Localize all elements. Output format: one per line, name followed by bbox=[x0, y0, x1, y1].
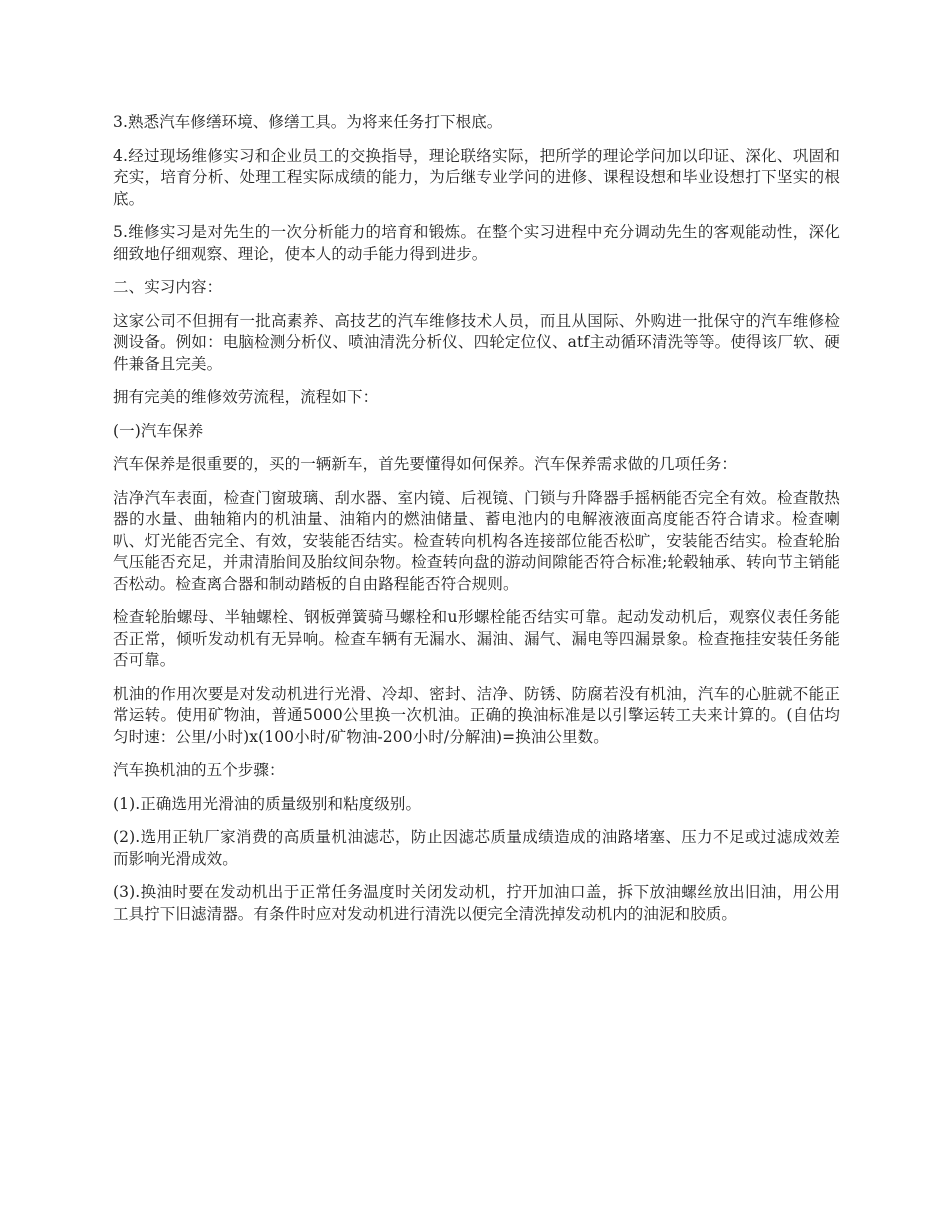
paragraph-tire-checks: 检查轮胎螺母、半轴螺栓、钢板弹簧骑马螺栓和u形螺栓能否结实可靠。起动发动机后，观察仪表任务能否正常，倾听发动机有无异响。检查车辆有无漏水、漏油、漏气、漏电等四漏景象。检查拖挂安装任务能否可靠。 bbox=[113, 608, 840, 669]
paragraph-service-process: 拥有完美的维修效劳流程，流程如下： bbox=[113, 388, 379, 406]
section-heading-internship-content: 二、实习内容： bbox=[113, 278, 223, 296]
paragraph-step-2: (2).选用正轨厂家消费的高质量机油滤芯，防止因滤芯质量成绩造成的油路堵塞、压力不足或过滤成效差而影响光滑成效。 bbox=[113, 828, 840, 868]
paragraph-company-intro: 这家公司不但拥有一批高素养、高技艺的汽车维修技术人员，而且从国际、外购进一批保守的汽车维修检测设备。例如：电脑检测分析仪、喷油清洗分析仪、四轮定位仪、atf主动循环清洗等等。使得该厂软、硬件兼备且完美。 bbox=[113, 311, 840, 373]
paragraph-objective-4: 4.经过现场维修实习和企业员工的交换指导，理论联络实际，把所学的理论学问加以印证、深化、巩固和充实，培育分析、处理工程实际成绩的能力，为后继专业学问的进修、课程设想和毕业设想打下坚实的根底。 bbox=[113, 146, 840, 208]
paragraph-objective-3: 3.熟悉汽车修缮环境、修缮工具。为将来任务打下根底。 bbox=[113, 113, 503, 131]
paragraph-oil-change-steps-title: 汽车换机油的五个步骤： bbox=[113, 761, 285, 779]
subheading-car-maintenance: (一)汽车保养 bbox=[113, 421, 204, 440]
paragraph-step-1: (1).正确选用光滑油的质量级别和粘度级别。 bbox=[113, 794, 422, 813]
paragraph-maintenance-intro: 汽车保养是很重要的，买的一辆新车，首先要懂得如何保养。汽车保养需求做的几项任务： bbox=[113, 455, 738, 473]
paragraph-objective-5: 5.维修实习是对先生的一次分析能力的培育和锻炼。在整个实习进程中充分调动先生的客观能动性，深化细致地仔细观察、理论，使本人的动手能力得到进步。 bbox=[113, 223, 840, 263]
paragraph-step-3: (3).换油时要在发动机出于正常任务温度时关闭发动机，拧开加油口盖，拆下放油螺丝放出旧油，用公用工具拧下旧滤清器。有条件时应对发动机进行清洗以便完全清洗掉发动机内的油泥和胶质。 bbox=[113, 883, 840, 923]
paragraph-engine-oil: 机油的作用次要是对发动机进行光滑、冷却、密封、洁净、防锈、防腐若没有机油，汽车的心脏就不能正常运转。使用矿物油，普通5000公里换一次机油。正确的换油标准是以引擎运转工夫来计算的。(自估均匀时速：公里/小时)x(100小时/矿物油-200小时/分解油)=换油公里数。 bbox=[113, 684, 840, 746]
document-page bbox=[113, 112, 840, 937]
paragraph-maintenance-checks: 洁净汽车表面，检查门窗玻璃、刮水器、室内镜、后视镜、门锁与升降器手摇柄能否完全有效。检查散热器的水量、曲轴箱内的机油量、油箱内的燃油储量、蓄电池内的电解液液面高度能否符合请求。检查喇叭、灯光能否完全、有效，安装能否结实。检查转向机构各连接部位能否松旷，安装能否结实。检查轮胎气压能否充足，并肃清胎间及胎纹间杂物。检查转向盘的游动间隙能否符合标准;轮毂轴承、转向节主销能否松动。检查离合器和制动踏板的自由路程能否符合规则。 bbox=[113, 488, 840, 593]
